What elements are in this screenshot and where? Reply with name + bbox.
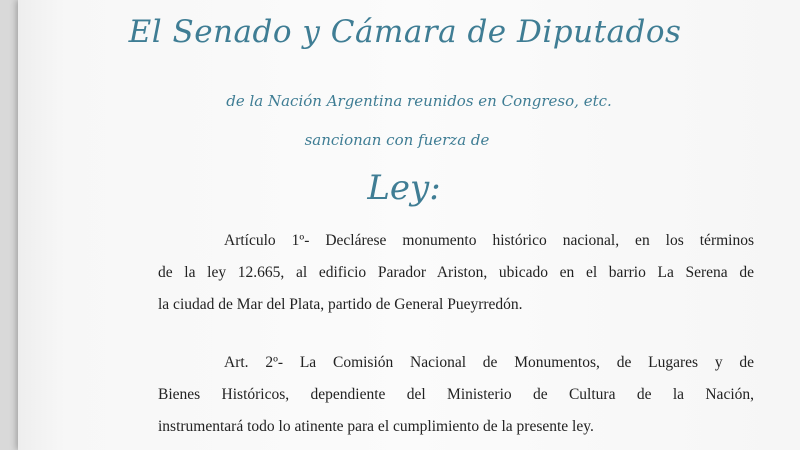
article-2-line-2: Bienes Históricos, dependiente del Ministerio de Cultura de la Nación, xyxy=(158,386,754,403)
header-title: El Senado y Cámara de Diputados xyxy=(128,14,682,50)
document-page xyxy=(18,0,800,450)
article-1-line-1: Artículo 1º- Declárese monumento histórico nacional, en los términos xyxy=(224,232,754,249)
article-1-line-2: de la ley 12.665, al edificio Parador Ariston, ubicado en el barrio La Serena de xyxy=(158,264,754,281)
article-2-line-3: instrumentará todo lo atinente para el cumplimiento de la presente ley. xyxy=(158,418,594,435)
header-subtitle: de la Nación Argentina reunidos en Congreso, etc. xyxy=(226,92,612,110)
article-1-line-3: la ciudad de Mar del Plata, partido de General Pueyrredón. xyxy=(158,296,523,313)
header-sanction: sancionan con fuerza de xyxy=(304,131,490,149)
header-ley: Ley: xyxy=(367,168,441,208)
article-2-line-1: Art. 2º- La Comisión Nacional de Monumentos, de Lugares y de xyxy=(224,354,754,371)
